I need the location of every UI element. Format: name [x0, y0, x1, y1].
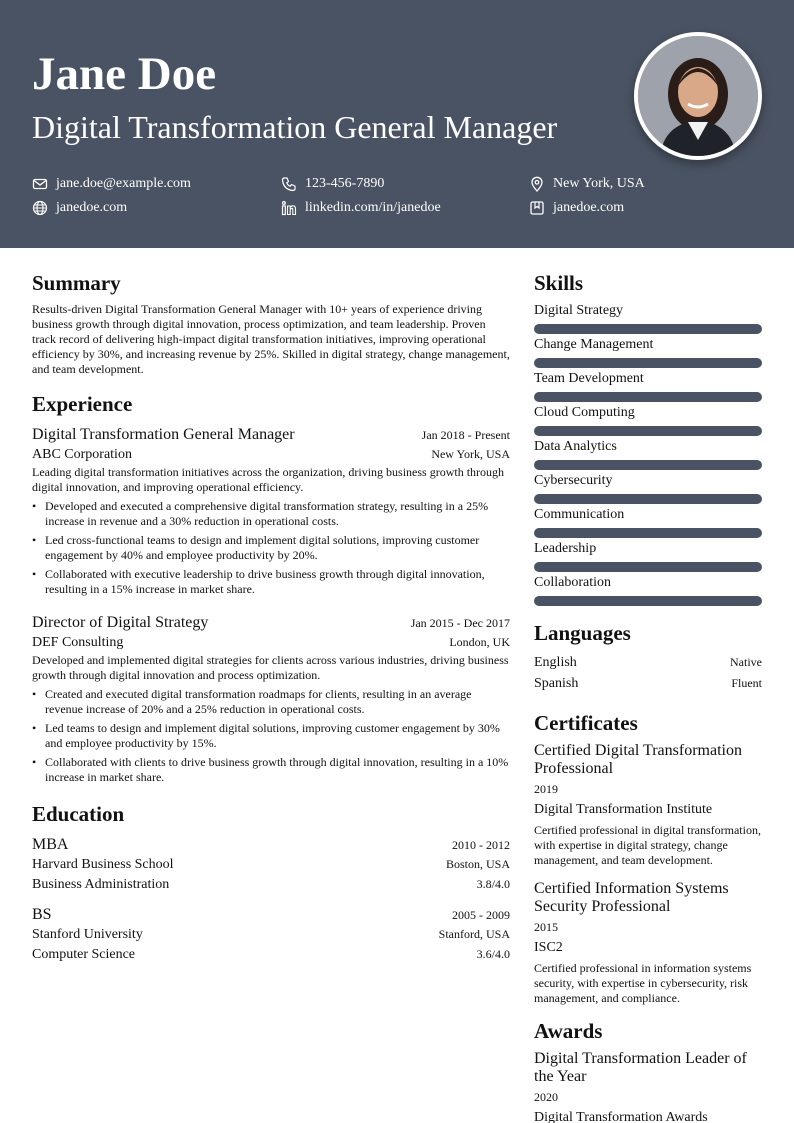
skill-name: Collaboration: [534, 575, 611, 590]
skill-item: [534, 336, 762, 368]
job-location: New York, USA: [431, 447, 510, 461]
experience-section: [32, 391, 510, 785]
experience-item: [32, 425, 510, 597]
skill-item: [534, 472, 762, 504]
job-company: ABC Corporation: [32, 447, 132, 462]
education-location: Boston, USA: [445, 857, 510, 871]
profile-photo: [634, 32, 762, 160]
education-item: [32, 905, 510, 965]
skill-item: [534, 506, 762, 538]
candidate-name: Jane Doe: [32, 48, 217, 100]
skill-name: Cybersecurity: [534, 473, 613, 488]
skill-level-bar: [534, 392, 762, 402]
skill-name: Communication: [534, 507, 625, 522]
job-role: Director of Digital Strategy: [32, 614, 209, 631]
certificate-title: Certified Information Systems Security Professional: [534, 880, 729, 915]
education-school: Harvard Business School: [32, 857, 174, 872]
education-gpa: 3.8/4.0: [476, 877, 510, 891]
portfolio-icon: [529, 200, 545, 216]
contact-linkedin[interactable]: [281, 199, 441, 217]
languages-section: [534, 620, 762, 694]
language-item: [534, 673, 762, 694]
contact-phone[interactable]: [281, 175, 384, 193]
job-dates: Jan 2015 - Dec 2017: [410, 616, 510, 630]
achievement-item: • Led teams to design and implement digital solutions, improving customer engagement by 30% and employee productivity by 15%.: [32, 721, 510, 751]
certificate-issuer: Digital Transformation Institute: [534, 802, 713, 817]
job-description: Developed and implemented digital strategies for clients across various industries, driving business growth through digital innovation and process optimization.: [32, 653, 509, 682]
education-school: Stanford University: [32, 927, 143, 942]
job-role: Digital Transformation General Manager: [32, 426, 295, 443]
skill-name: Data Analytics: [534, 439, 617, 454]
job-description: Leading digital transformation initiatives across the organization, driving business growth through digital innovation, and improving operational efficiency.: [32, 465, 505, 494]
skill-name: Cloud Computing: [534, 405, 635, 420]
education-dates: 2010 - 2012: [452, 838, 510, 852]
globe-icon: [32, 200, 48, 216]
languages-heading: Languages: [534, 621, 631, 645]
resume-header: [0, 0, 794, 248]
language-name: Spanish: [534, 676, 579, 691]
contact-phone-text: 123-456-7890: [305, 176, 385, 191]
job-company: DEF Consulting: [32, 635, 124, 650]
certificate-item: [534, 880, 762, 1006]
experience-item: [32, 613, 510, 785]
education-field: Business Administration: [32, 877, 170, 892]
skill-name: Digital Strategy: [534, 303, 624, 318]
certificate-year: 2019: [534, 782, 558, 796]
certificate-issuer: ISC2: [534, 940, 563, 955]
language-name: English: [534, 655, 577, 670]
contact-website[interactable]: [32, 199, 127, 217]
skill-level-bar: [534, 528, 762, 538]
contact-email-text: jane.doe@example.com: [56, 176, 191, 191]
skill-level-bar: [534, 324, 762, 334]
contact-portfolio[interactable]: [529, 199, 624, 217]
main-column: [32, 270, 510, 975]
certificate-year: 2015: [534, 920, 558, 934]
certificate-title: Certified Digital Transformation Professional: [534, 742, 742, 777]
candidate-title: Digital Transformation General Manager: [32, 109, 558, 145]
education-gpa: 3.6/4.0: [476, 947, 510, 961]
phone-icon: [281, 176, 297, 192]
skills-section: [534, 270, 762, 606]
skill-level-bar: [534, 358, 762, 368]
education-degree: MBA: [32, 836, 69, 853]
summary-text: Results-driven Digital Transformation General Manager with 10+ years of experience driving business growth through digital innovation, process optimization, and team leadership. Proven track record of delivering high-impact digital transformation initiatives, improving operational efficiency by 30%, and increasing revenue by 25%. Skilled in digital strategy, change management, and team development.: [32, 302, 510, 376]
summary-section: [32, 270, 510, 377]
certificate-item: [534, 742, 762, 868]
language-level: Native: [730, 655, 762, 669]
job-location: London, UK: [449, 635, 510, 649]
job-dates: Jan 2018 - Present: [421, 428, 510, 442]
certificates-heading: Certificates: [534, 711, 638, 735]
contact-linkedin-text: linkedin.com/in/janedoe: [305, 200, 441, 215]
certificates-section: [534, 710, 762, 1006]
language-level: Fluent: [731, 676, 762, 690]
achievement-item: • Developed and executed a comprehensive digital transformation strategy, resulting in a 25% increase in revenue and a 30% reduction in operational costs.: [32, 499, 510, 529]
certificate-description: Certified professional in information systems security, with expertise in cybersecurity, risk management, and compliance.: [534, 961, 752, 1005]
education-dates: 2005 - 2009: [452, 908, 510, 922]
job-achievements: [32, 687, 510, 785]
education-location: Stanford, USA: [438, 927, 510, 941]
skill-item: [534, 438, 762, 470]
skill-item: [534, 404, 762, 436]
skill-level-bar: [534, 562, 762, 572]
skill-level-bar: [534, 426, 762, 436]
language-item: [534, 652, 762, 673]
skill-name: Team Development: [534, 371, 644, 386]
skill-name: Leadership: [534, 541, 597, 556]
award-issuer: Digital Transformation Awards: [534, 1110, 708, 1123]
award-year: 2020: [534, 1090, 558, 1104]
contact-location-text: New York, USA: [553, 176, 645, 191]
education-heading: Education: [32, 802, 125, 826]
certificate-description: Certified professional in digital transformation, with expertise in digital strategy, change management, and team development.: [534, 823, 761, 867]
achievement-item: • Led cross-functional teams to design and implement digital solutions, improving customer engagement by 40% and employee productivity by 20%.: [32, 533, 510, 563]
awards-heading: Awards: [534, 1019, 603, 1043]
achievement-item: • Collaborated with executive leadership to drive business growth through digital innovation, resulting in a 15% increase in market share.: [32, 567, 510, 597]
sidebar-column: [534, 270, 762, 1123]
award-item: [534, 1050, 762, 1123]
award-title: Digital Transformation Leader of the Year: [534, 1050, 747, 1085]
summary-heading: Summary: [32, 271, 121, 295]
contact-location: [529, 175, 645, 193]
contact-email[interactable]: [32, 175, 191, 193]
skills-heading: Skills: [534, 271, 584, 295]
education-section: [32, 801, 510, 965]
contact-portfolio-text: janedoe.com: [553, 200, 625, 215]
skill-name: Change Management: [534, 337, 654, 352]
skill-level-bar: [534, 460, 762, 470]
skill-level-bar: [534, 596, 762, 606]
skill-item: [534, 540, 762, 572]
email-icon: [32, 176, 48, 192]
skill-level-bar: [534, 494, 762, 504]
education-item: [32, 835, 510, 895]
awards-section: [534, 1018, 762, 1123]
skill-item: [534, 574, 762, 606]
profile-photo-image: [638, 36, 758, 156]
achievement-item: • Collaborated with clients to drive business growth through digital innovation, resulting in a 10% increase in market share.: [32, 755, 510, 785]
job-achievements: [32, 499, 510, 597]
skill-item: [534, 302, 762, 334]
achievement-item: • Created and executed digital transformation roadmaps for clients, resulting in an average revenue increase of 20% and a 25% reduction in operational costs.: [32, 687, 510, 717]
location-pin-icon: [529, 176, 545, 192]
education-field: Computer Science: [32, 947, 136, 962]
experience-heading: Experience: [32, 392, 133, 416]
skill-item: [534, 370, 762, 402]
contact-website-text: janedoe.com: [56, 200, 128, 215]
education-degree: BS: [32, 906, 52, 923]
linkedin-icon: [281, 200, 297, 216]
